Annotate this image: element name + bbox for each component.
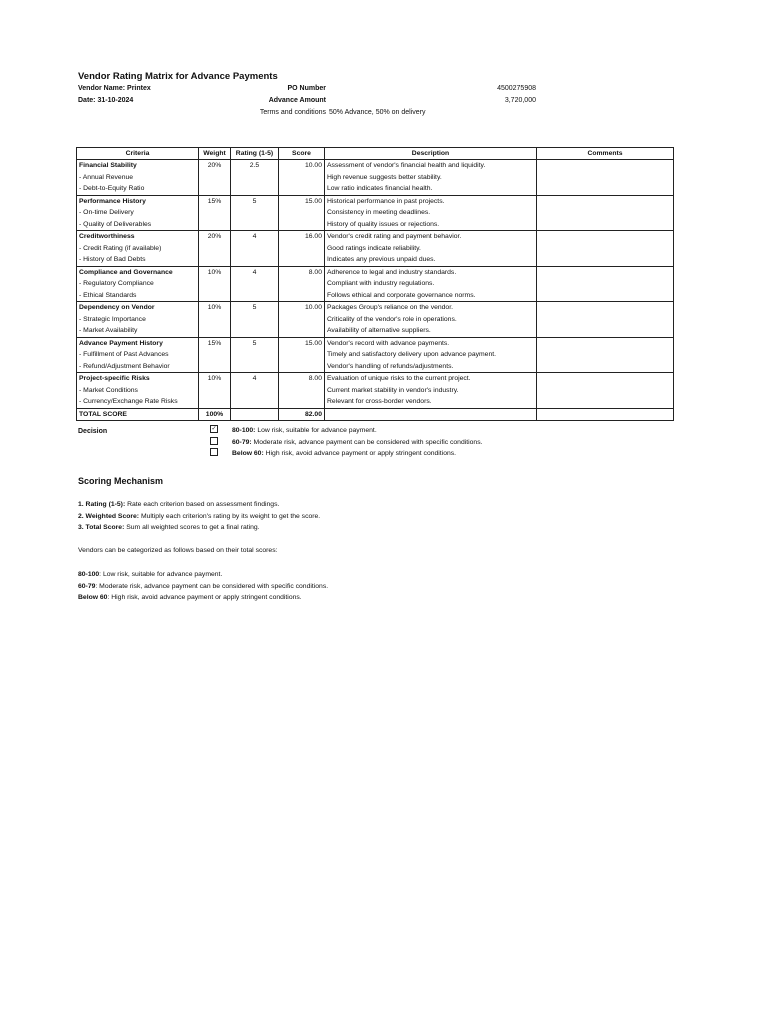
scoring-step-key: 3. Total Score: [78,524,125,531]
criteria-cell [77,266,199,302]
description-line: Assessment of vendor's financial health and liquidity. [327,162,486,169]
scoring-step [78,499,320,511]
score-category [78,592,328,604]
po-number-label: PO Number [287,85,326,92]
checked-checkbox-icon: ✓ [211,426,217,433]
rating-cell: 5 [231,337,279,373]
description-cell [325,302,537,338]
criteria-title: Advance Payment History [79,339,163,347]
score-category-text: : Moderate risk, advance payment can be considered with specific conditions. [95,582,329,590]
criteria-cell [77,160,199,196]
description-line: High revenue suggests better stability. [327,173,442,181]
vendor-name-label: Vendor Name: [78,85,126,92]
total-label: TOTAL SCORE [77,408,199,421]
header-criteria: Criteria [77,148,199,160]
rating-cell: 5 [231,302,279,338]
weight-cell: 10% [199,373,231,409]
scoring-step-key: 1. Rating (1-5): [78,501,126,508]
vendor-name-line [78,83,151,95]
total-score: 82.00 [279,408,325,421]
scoring-step-text: Multiply each criterion's rating by its weight to get the score. [139,512,321,520]
table-row [77,160,674,196]
score-category [78,569,328,581]
description-cell [325,266,537,302]
criteria-subitem: - Credit Rating (if available) [79,244,162,252]
scoring-step-text: Rate each criterion based on assessment findings. [125,501,280,508]
total-description-cell [325,408,537,421]
comments-cell [537,302,674,338]
header-weight: Weight [199,148,231,160]
criteria-cell [77,195,199,231]
score-cell: 16.00 [279,231,325,267]
decision-text: Low risk, suitable for advance payment. [255,427,377,434]
score-category-text: : Low risk, suitable for advance payment. [99,571,223,578]
criteria-cell [77,302,199,338]
criteria-cell [77,231,199,267]
decision-text: High risk, avoid advance payment or apply stringent conditions. [263,450,457,457]
criteria-subitem: - Quality of Deliverables [79,220,152,228]
rating-matrix-table [76,147,674,421]
description-line: Availability of alternative suppliers. [327,327,431,334]
weight-cell: 10% [199,266,231,302]
rating-cell: 5 [231,195,279,231]
date-line [78,95,133,107]
header-comments: Comments [537,148,674,160]
criteria-subitem: - Market Availability [79,327,138,334]
description-line: Consistency in meeting deadlines. [327,209,431,216]
description-line: Indicates any previous unpaid dues. [327,256,436,263]
criteria-title: Performance History [79,197,146,205]
description-cell [325,160,537,196]
terms-label: Terms and conditions [259,109,326,116]
score-category-range: Below 60 [78,594,108,601]
comments-cell [537,266,674,302]
table-row [77,231,674,267]
description-line: History of quality issues or rejections. [327,220,440,228]
decision-option [210,425,483,437]
description-line: Timely and satisfactory delivery upon advance payment. [327,351,496,358]
scoring-mechanism-title: Scoring Mechanism [78,476,164,486]
criteria-subitem: - On-time Delivery [79,209,134,216]
description-line: Low ratio indicates financial health. [327,185,433,192]
scoring-step [78,522,320,534]
scoring-steps [78,499,320,534]
comments-cell [537,337,674,373]
criteria-title: Dependency on Vendor [79,304,155,311]
decision-options [210,425,483,460]
rating-cell: 4 [231,231,279,267]
score-cell: 15.00 [279,195,325,231]
criteria-subitem: - Currency/Exchange Rate Risks [79,398,178,405]
decision-label: Decision [78,428,108,435]
description-line: Vendor's record with advance payments. [327,339,450,347]
description-line: Criticality of the vendor's role in operations. [327,315,457,323]
criteria-subitem: - Debt-to-Equity Ratio [79,185,145,192]
comments-cell [537,373,674,409]
decision-text: Moderate risk, advance payment can be considered with specific conditions. [251,438,483,446]
description-line: Good ratings indicate reliability. [327,244,421,252]
criteria-title: Creditworthiness [79,233,135,240]
total-comments-cell [537,408,674,421]
description-line: Historical performance in past projects. [327,197,445,205]
weight-cell: 20% [199,231,231,267]
rating-cell: 4 [231,373,279,409]
date-value: 31-10-2024 [97,97,134,104]
table-row [77,337,674,373]
table-header-row [77,148,674,160]
checkbox-icon [210,437,218,445]
score-cell: 10.00 [279,160,325,196]
decision-range: 80-100: [232,427,256,434]
comments-cell [537,231,674,267]
rating-cell: 2.5 [231,160,279,196]
weight-cell: 15% [199,195,231,231]
criteria-cell [77,373,199,409]
advance-amount-value: 3,720,000 [504,97,536,104]
description-line: Adherence to legal and industry standards. [327,268,457,276]
scoring-step-text: Sum all weighted scores to get a final rating. [124,524,260,531]
table-row [77,266,674,302]
checkbox-icon [210,448,218,456]
vendor-name-value: Printex [127,85,151,92]
table-row [77,373,674,409]
total-score-row [77,408,674,421]
description-line: Relevant for cross-border vendors. [327,398,432,405]
weight-cell: 20% [199,160,231,196]
decision-range: Below 60: [232,450,264,457]
score-category-range: 60-79 [78,582,96,590]
document-title: Vendor Rating Matrix for Advance Payments [78,71,278,82]
criteria-cell [77,337,199,373]
terms-value: 50% Advance, 50% on delivery [329,109,426,116]
criteria-subitem: - History of Bad Debts [79,256,146,263]
criteria-title: Compliance and Governance [79,268,173,276]
description-cell [325,337,537,373]
scoring-step-key: 2. Weighted Score: [78,512,140,520]
decision-option [210,448,483,460]
score-category-range: 80-100 [78,571,100,578]
criteria-subitem: - Annual Revenue [79,173,134,181]
description-cell [325,231,537,267]
criteria-subitem: - Refund/Adjustment Behavior [79,362,170,370]
header-score: Score [279,148,325,160]
table-row [77,302,674,338]
score-cell: 8.00 [279,266,325,302]
description-cell [325,195,537,231]
categories-intro: Vendors can be categorized as follows based on their total scores: [78,547,278,554]
description-line: Follows ethical and corporate governance norms. [327,291,476,299]
description-line: Current market stability in vendor's industry. [327,386,459,394]
description-line: Vendor's handling of refunds/adjustments. [327,362,454,370]
header-rating: Rating (1-5) [231,148,279,160]
score-cell: 8.00 [279,373,325,409]
comments-cell [537,195,674,231]
weight-cell: 10% [199,302,231,338]
advance-amount-label: Advance Amount [268,97,326,104]
decision-range: 60-79: [232,438,252,446]
comments-cell [537,160,674,196]
criteria-subitem: - Regulatory Compliance [79,280,154,287]
date-label: Date: [78,97,96,104]
criteria-subitem: - Market Conditions [79,386,138,394]
scoring-step [78,511,320,523]
total-weight: 100% [199,408,231,421]
description-cell [325,373,537,409]
criteria-title: Project-specific Risks [79,375,150,382]
header-description: Description [325,148,537,160]
score-cell: 10.00 [279,302,325,338]
criteria-subitem: - Strategic Importance [79,315,146,323]
criteria-subitem: - Fulfillment of Past Advances [79,351,169,358]
total-rating-cell [231,408,279,421]
description-line: Compliant with industry regulations. [327,280,435,287]
po-number-value: 4500275908 [497,85,536,92]
decision-option [210,437,483,449]
criteria-subitem: - Ethical Standards [79,291,137,299]
rating-cell: 4 [231,266,279,302]
score-category-text: : High risk, avoid advance payment or apply stringent conditions. [107,594,302,601]
score-cell: 15.00 [279,337,325,373]
score-category [78,581,328,593]
table-row [77,195,674,231]
criteria-title: Financial Stability [79,162,137,169]
weight-cell: 15% [199,337,231,373]
score-categories [78,569,328,604]
description-line: Evaluation of unique risks to the current project. [327,375,471,382]
description-line: Packages Group's reliance on the vendor. [327,304,453,311]
description-line: Vendor's credit rating and payment behavior. [327,233,462,240]
